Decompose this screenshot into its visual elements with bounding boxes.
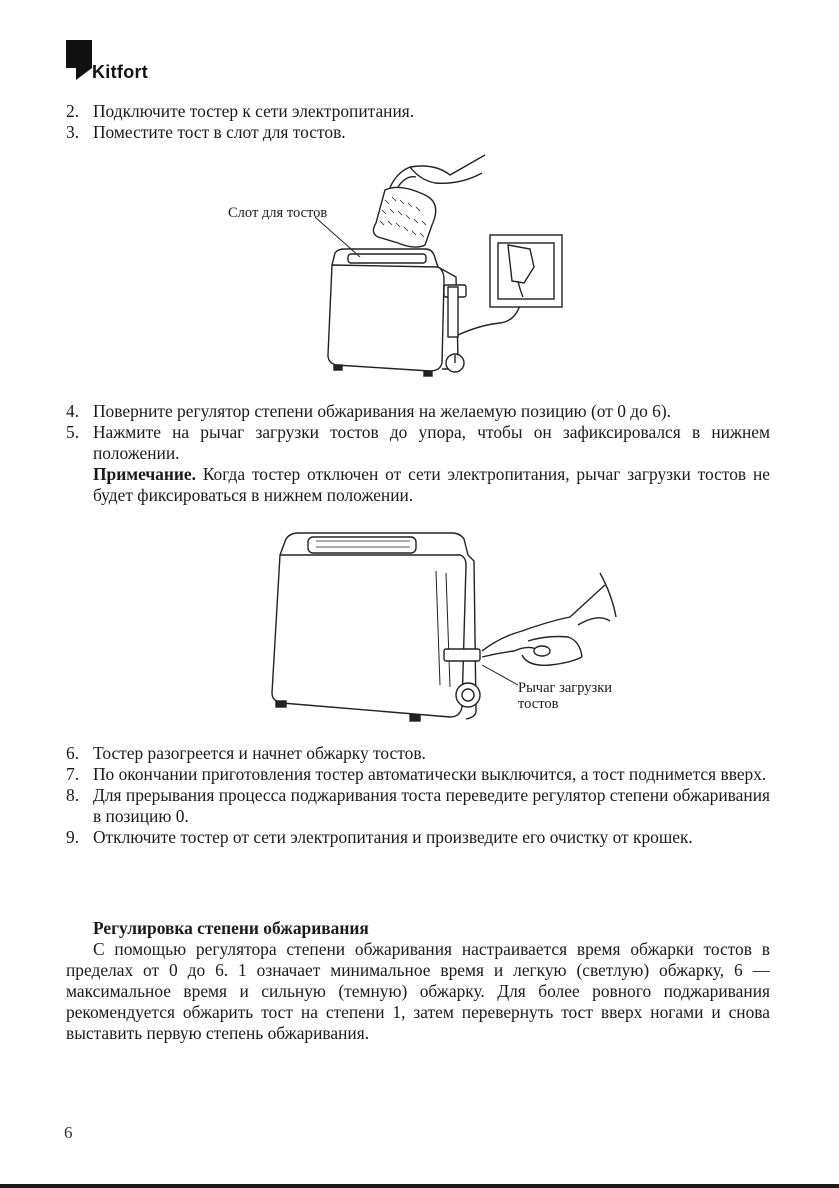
list-item: 9. Отключите тостер от сети электропитания и произведите его очистку от крошек. — [66, 827, 693, 847]
list-item: 5. Нажмите на рычаг загрузки тостов до упора, чтобы он зафиксировался в нижнем положении. — [66, 422, 770, 463]
section-heading: Регулировка степени обжаривания — [93, 918, 369, 938]
kitfort-logo-icon — [64, 38, 94, 82]
steps-mid — [66, 401, 770, 506]
section-browning — [66, 918, 770, 1044]
section-paragraph: С помощью регулятора степени обжаривания настраивается время обжарки тостов в пределах от 0 до 6. 1 означает минимальное время и легкую (светлую) обжарку, 6 — максимальное время и сильную (темную) обжарку. Для более ровного поджаривания рекомендуется обжарить тост на степени 1, затем перевернуть тост вверх ногами и снова выставить первую степень обжаривания. — [66, 939, 770, 1043]
slot-label: Слот для тостов — [228, 205, 328, 221]
brand-name: Kitfort — [92, 62, 149, 82]
note-label: Примечание. — [93, 464, 196, 484]
lever-label: Рычаг загрузки тостов — [518, 680, 613, 712]
bottom-rule — [0, 1184, 839, 1188]
toaster-slot-illustration — [220, 145, 580, 395]
figure-toaster-lever — [260, 525, 660, 740]
brand-logo — [64, 38, 164, 84]
note-text: Когда тостер отключен от сети электропитания, рычаг загрузки тостов не будет фиксироваться в нижнем положении. — [93, 464, 770, 505]
list-item: 4. Поверните регулятор степени обжаривания на желаемую позицию (от 0 до 6). — [66, 401, 671, 421]
steps-bottom — [66, 743, 770, 848]
list-item: 8. Для прерывания процесса поджаривания тоста переведите регулятор степени обжаривания в позицию 0. — [66, 785, 770, 826]
list-item: 7. По окончании приготовления тостер автоматически выключится, а тост поднимется вверх. — [66, 764, 767, 784]
list-item: 3. Поместите тост в слот для тостов. — [66, 122, 346, 142]
note-paragraph — [66, 464, 770, 506]
steps-top — [66, 101, 770, 143]
list-item: 2. Подключите тостер к сети электропитания. — [66, 101, 415, 121]
page-number: 6 — [64, 1123, 73, 1142]
list-item: 6. Тостер разогреется и начнет обжарку тостов. — [66, 743, 426, 763]
figure-toaster-slot — [220, 145, 580, 395]
